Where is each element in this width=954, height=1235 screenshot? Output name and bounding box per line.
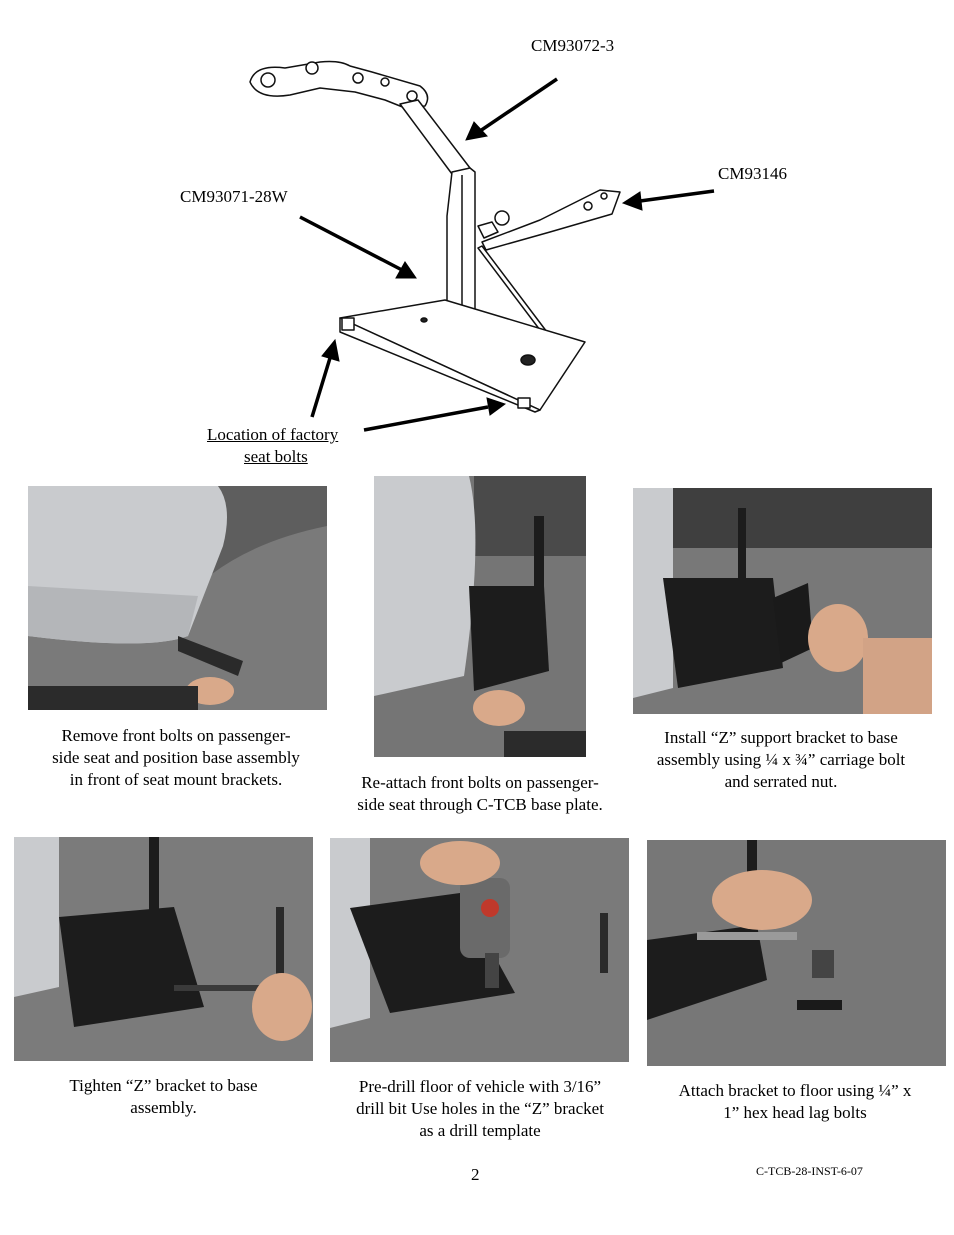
part-label-cm93146: CM93146 [718,164,787,183]
step-6-photo [647,840,946,1066]
factory-bolts-label-line1: Location of factory [207,425,339,444]
step-3-photo [633,488,932,714]
step-6-caption-line: Attach bracket to floor using ¼” x [678,1081,912,1100]
step-6-caption-line: 1” hex head lag bolts [723,1103,867,1122]
step-1-caption-line: side seat and position base assembly [52,748,300,767]
step-1-caption-line: Remove front bolts on passenger- [61,726,291,745]
step-3-caption-line: assembly using ¼ x ¾” carriage bolt [656,750,906,769]
step-3-caption-line: and serrated nut. [724,772,838,791]
part-label-cm93071: CM93071-28W [180,187,288,206]
step-5-caption-line: as a drill template [419,1121,541,1140]
document-code: C-TCB-28-INST-6-07 [756,1164,863,1178]
step-3-caption-line: Install “Z” support bracket to base [664,728,898,747]
factory-bolts-label-line2: seat bolts [244,447,308,466]
step-5-caption-line: Pre-drill floor of vehicle with 3/16” [358,1077,602,1096]
step-4-caption-line: Tighten “Z” bracket to base [69,1076,258,1095]
step-2-caption-line: Re-attach front bolts on passenger- [361,773,599,792]
step-3-caption [626,727,936,793]
step-4-photo [14,837,313,1061]
step-2-photo [374,476,586,757]
step-1-caption [20,725,332,791]
step-2-caption-line: side seat through C-TCB base plate. [357,795,603,814]
step-1-photo [28,486,327,710]
part-label-cm93072: CM93072-3 [531,36,615,55]
step-4-caption [14,1075,313,1119]
step-5-caption [326,1076,634,1142]
step-5-photo [330,838,629,1062]
step-6-caption [640,1080,950,1124]
step-2-caption [330,772,630,816]
step-4-caption-line: assembly. [130,1098,197,1117]
page-number: 2 [471,1165,480,1184]
step-5-caption-line: drill bit Use holes in the “Z” bracket [356,1099,604,1118]
assembly-diagram [0,0,954,470]
step-1-caption-line: in front of seat mount brackets. [69,770,283,789]
